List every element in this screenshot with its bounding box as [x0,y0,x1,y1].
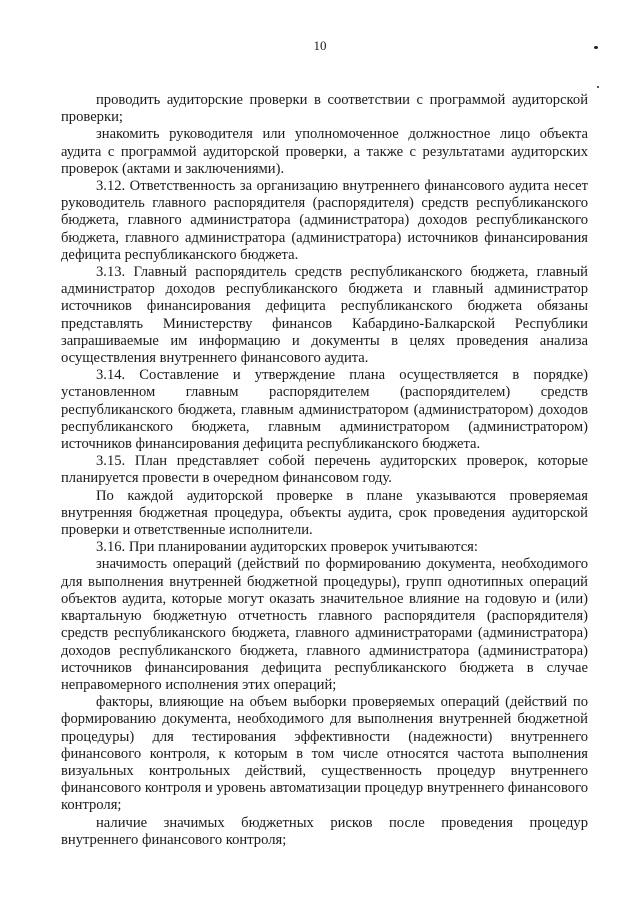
paragraph-conduct-audits: проводить аудиторские проверки в соответствии с программой аудиторской проверки; [61,92,588,126]
body-text [61,92,588,849]
paragraph-sample-factors: факторы, влияющие на объем выборки проверяемых операций (действий по формированию документа, необходимого для выполнения внутренней бюджетной процедуры) для тестирования эффективности (надежности) внутреннего финансового контроля, к которым в том числе относятся частота выполнения визуальных контрольных действий, существенность процедур внутреннего финансового контроля и уровень автоматизации процедур внутреннего финансового контроля; [61,694,588,814]
paragraph-operation-significance: значимость операций (действий по формированию документа, необходимого для выполнения внутренней бюджетной процедуры), групп однотипных операций объектов аудита, которые могут оказать значительное влияние на годовую и (или) квартальную бюджетную отчетность главного распорядителя (распорядителя) средств республиканского бюджета, главного администраторами (администратора) доходов республиканского бюджета, главного администратора (администратора) источников финансирования дефицита республиканского бюджета в случае неправомерного исполнения этих операций; [61,556,588,693]
paragraph-3-15: 3.15. План представляет собой перечень аудиторских проверок, которые планируется провести в очередном финансовом году. [61,453,588,487]
page-number: 10 [313,38,327,53]
paragraph-3-16: 3.16. При планировании аудиторских проверок учитываются: [96,539,478,556]
scan-speck [594,46,598,49]
paragraph-plan-contents: По каждой аудиторской проверке в плане указываются проверяемая внутренняя бюджетная процедура, объекты аудита, срок проведения аудиторской проверки и ответственные исполнители. [61,487,588,539]
paragraph-budget-risks: наличие значимых бюджетных рисков после проведения процедур внутреннего финансового контроля; [61,814,588,848]
paragraph-3-14: 3.14. Составление и утверждение плана осуществляется в порядке) установленном главным распорядителем (распорядителем) средств республиканского бюджета, главным администратором (администратором) доходов республиканского бюджета, главным администратором (администратором) источников финансирования дефицита республиканского бюджета. [61,367,588,453]
scan-speck [597,86,599,88]
paragraph-3-12: 3.12. Ответственность за организацию внутреннего финансового аудита несет руководитель главного распорядителя (распорядителя) средств республиканского бюджета, главного администратора (администратора) доходов республиканского бюджета, главного администратора (администратора) источников финансирования дефицита республиканского бюджета. [61,178,588,263]
paragraph-inform-head: знакомить руководителя или уполномоченное должностное лицо объекта аудита с программой аудиторской проверки, а также с результатами аудиторских проверок (актами и заключениями). [61,126,588,177]
paragraph-3-13: 3.13. Главный распорядитель средств республиканского бюджета, главный администратор доходов республиканского бюджета и главный администратор источников финансирования дефицита республиканского бюджета обязаны представлять Министерству финансов Кабардино-Балкарской Республики запрашиваемые им информацию и документы в целях проведения анализа осуществления внутреннего финансового аудита. [61,264,588,367]
